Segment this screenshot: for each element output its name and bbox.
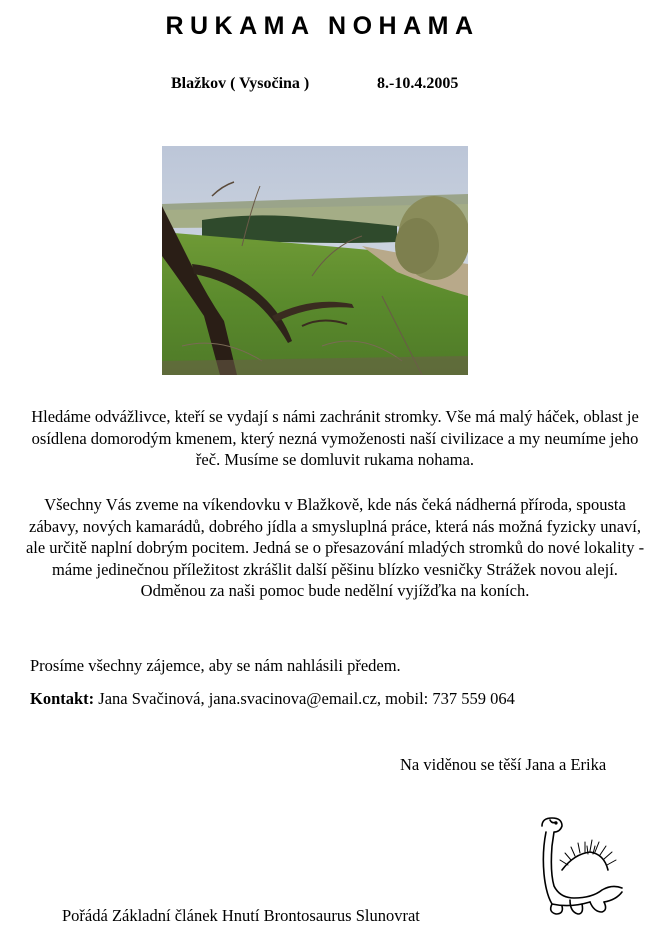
event-date: 8.-10.4.2005	[377, 75, 459, 92]
registration-note: Prosíme všechny zájemce, aby se nám nahlásili předem.	[30, 656, 401, 675]
event-location: Blažkov ( Vysočina )	[171, 75, 310, 92]
invitation-paragraph: Všechny Vás zveme na víkendovku v Blažkově, kde nás čeká nádherná příroda, spousta zábavy, nových kamarádů, dobrého jídla a smysluplná práce, která nás možná fyzicky unaví, ale určitě naplní dobrým pocitem. Jedná se o přesazování mladých stromků do nové lokality - máme jedinečnou příležitost zkrášlit další pěšinu blízko vesničky Strážek novou alejí. Odměnou za naši pomoc bude nedělní vyjížďka na koních.	[25, 495, 645, 600]
intro-paragraph: Hledáme odvážlivce, kteří se vydají s námi zachránit stromky. Vše má malý háček, oblast je osídlena domorodým kmenem, který nezná vymoženosti naší civilizace a my neumíme jeho řeč. Musíme se domluvit rukama nohama.	[31, 407, 639, 469]
contact-line	[30, 689, 515, 709]
organizer-line: Pořádá Základní článek Hnutí Brontosaurus Slunovrat	[62, 906, 420, 925]
landscape-photo	[162, 146, 468, 375]
contact-label: Kontakt:	[30, 689, 95, 708]
contact-details: Jana Svačinová, jana.svacinova@email.cz, mobil: 737 559 064	[98, 689, 515, 708]
closing-signature: Na viděnou se těší Jana a Erika	[400, 755, 607, 774]
page-title: RUKAMA NOHAMA	[165, 12, 480, 40]
brontosaurus-sun-logo	[530, 812, 626, 918]
